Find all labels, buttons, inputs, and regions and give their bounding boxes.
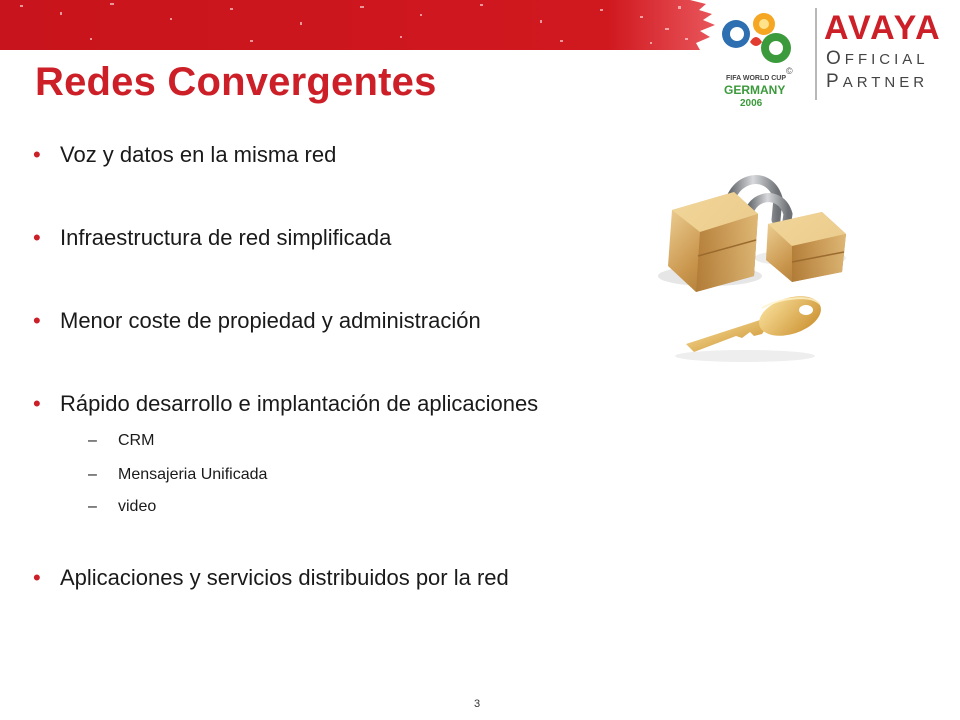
bullet-item: • Voz y datos en la misma red (33, 142, 337, 167)
sub-bullet-item: – CRM (88, 432, 155, 449)
padlock-and-key-image (650, 158, 865, 368)
bullet-marker: • (33, 225, 41, 250)
bullet-marker: • (33, 391, 41, 416)
sub-marker: – (88, 432, 97, 449)
bullet-item: • Rápido desarrollo e implantación de aplicaciones (33, 391, 539, 416)
copyright-mark: © (786, 66, 793, 76)
bullet-marker: • (33, 308, 41, 333)
sub-bullet-item: – video (88, 498, 157, 515)
slide-title: Redes Convergentes (35, 60, 437, 104)
fifa-line1: FIFA WORLD CUP (726, 75, 787, 82)
bullet-item: • Menor coste de propiedad y administración (33, 308, 481, 333)
avaya-brand: AVAYA (824, 9, 942, 47)
fifa-line2: GERMANY (724, 83, 786, 97)
official-text: OFFICIAL (826, 48, 929, 69)
sub-marker: – (88, 466, 97, 483)
bullet-marker: • (33, 142, 41, 167)
page-number: 3 (474, 698, 481, 710)
sub-bullet-item: – Mensajeria Unificada (88, 466, 268, 483)
bullet-item: • Aplicaciones y servicios distribuidos por la red (33, 565, 509, 590)
partner-text: PARTNER (826, 71, 929, 92)
bullet-marker: • (33, 565, 41, 590)
bullet-item: • Infraestructura de red simplificada (33, 225, 392, 250)
sub-marker: – (88, 498, 97, 515)
fifa-line3: 2006 (740, 98, 763, 109)
